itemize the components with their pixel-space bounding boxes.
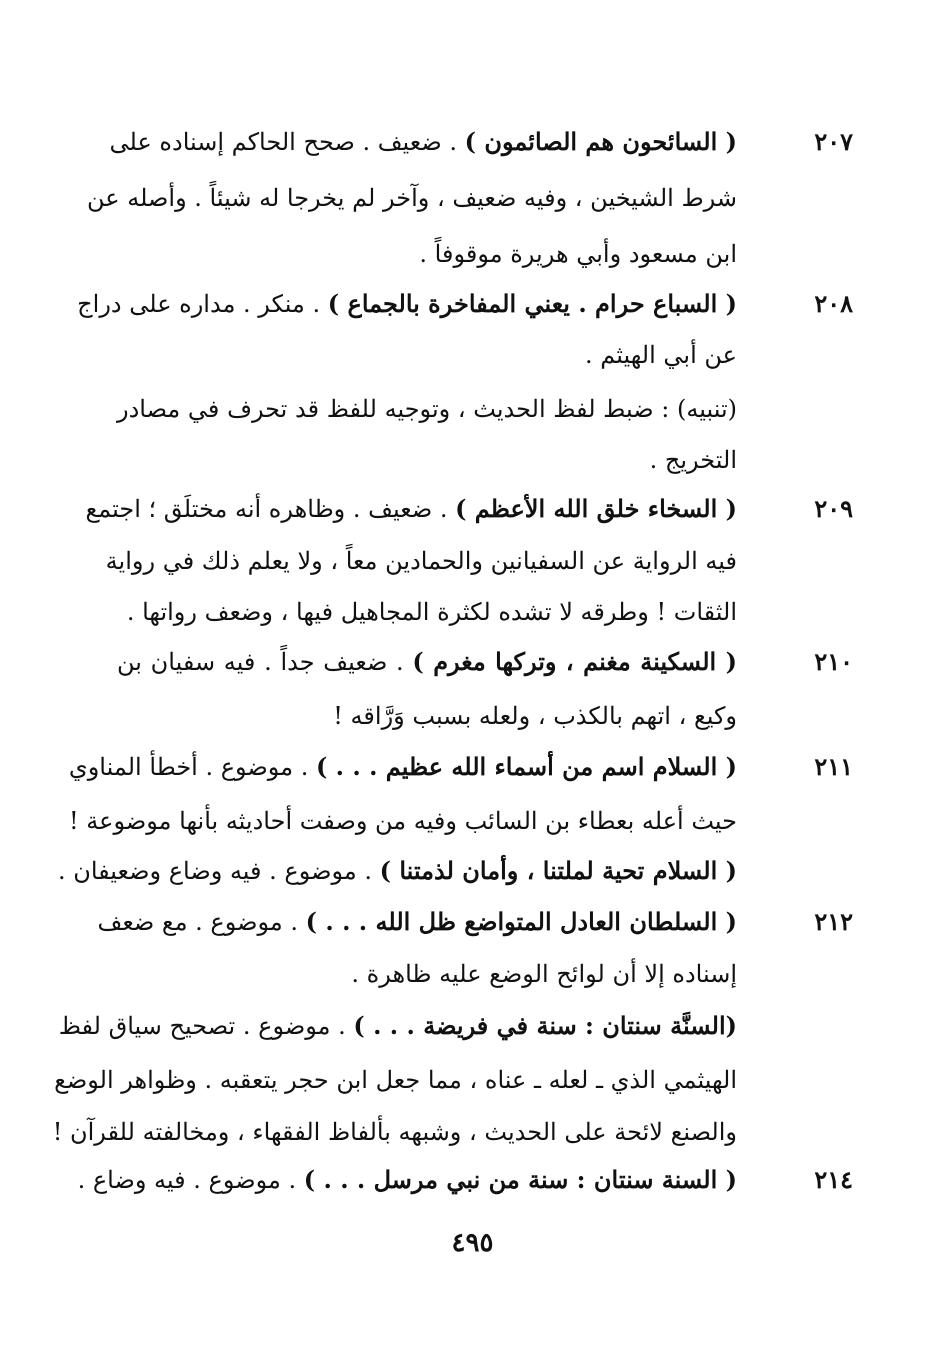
page-number: ٤٩٥	[451, 1228, 494, 1258]
entry-line	[117, 647, 737, 676]
commentary-text: . منكر . مداره على دراج	[77, 290, 328, 318]
note-line	[117, 448, 737, 472]
hadith-text: ( السلام تحية لملتنا ، وأمان لذمتنا )	[379, 856, 737, 885]
entry-line	[97, 907, 737, 936]
entry-line	[77, 1165, 737, 1194]
entry-number: ٢١٤	[814, 1165, 853, 1194]
commentary-text: . ضعيف جداً . فيه سفيان بن	[117, 648, 413, 676]
entry-line	[117, 600, 737, 624]
entry-line	[117, 962, 737, 986]
entry-line	[68, 752, 737, 781]
entry-line	[117, 242, 737, 266]
commentary-text: الثقات ! وطرقه لا تشده لكثرة المجاهيل فيها ، وضعف رواتها .	[126, 598, 737, 626]
note-line	[117, 397, 737, 421]
commentary-text: والصنع لائحة على الحديث ، وشبهه بألفاظ الفقهاء ، ومخالفته للقرآن !	[52, 1118, 737, 1146]
entry-number: ٢٠٧	[814, 127, 853, 156]
hadith-text: ( السخاء خلق الله الأعظم )	[455, 494, 737, 523]
hadith-text: ( السلام اسم من أسماء الله عظيم . . . )	[315, 752, 737, 781]
commentary-text: إسناده إلا أن لوائح الوضع عليه ظاهرة .	[351, 960, 737, 988]
hadith-text: ( السكينة مغنم ، وتركها مغرم )	[412, 647, 737, 676]
entry-number: ٢١١	[814, 752, 853, 781]
commentary-text: . موضوع . مع ضعف	[97, 908, 306, 936]
commentary-text: التخريج .	[649, 446, 737, 474]
entry-number: ٢١٢	[814, 907, 853, 936]
entry-number: ٢٠٨	[814, 289, 853, 318]
entry-line	[54, 1066, 737, 1094]
commentary-text: . موضوع . أخطأ المناوي	[68, 753, 316, 781]
hadith-text: ( السباع حرام . يعني المفاخرة بالجماع )	[327, 289, 737, 318]
commentary-text: . موضوع . فيه وضاع وضعيفان .	[57, 857, 380, 885]
entry-number: ٢١٠	[814, 647, 853, 676]
commentary-text: (تنبيه) : ضبط لفظ الحديث ، وتوجيه للفظ قد تحرف في مصادر	[117, 395, 737, 423]
hadith-text: ( السلطان العادل المتواضع ظل الله . . . )	[305, 907, 737, 936]
entry-line	[77, 289, 737, 318]
entry-line	[109, 127, 737, 156]
entry-line	[105, 547, 737, 575]
commentary-text: . موضوع . فيه وضاع .	[77, 1166, 304, 1194]
commentary-text: . موضوع . تصحيح سياق لفظ	[58, 1012, 354, 1040]
commentary-text: فيه الرواية عن السفيانين والحمادين معاً ، ولا يعلم ذلك في رواية	[105, 547, 737, 575]
entry-line	[86, 184, 737, 212]
commentary-text: ابن مسعود وأبي هريرة موقوفاً .	[419, 240, 737, 268]
entry-line	[69, 807, 737, 835]
entry-line	[58, 1011, 737, 1040]
commentary-text: وكيع ، اتهم بالكذب ، ولعله بسبب وَرَّاقه !	[333, 702, 737, 730]
hadith-text: (السنَّة سنتان : سنة في فريضة . . . )	[353, 1011, 737, 1040]
entry-line	[117, 343, 737, 367]
entry-line	[85, 494, 737, 523]
commentary-text: الهيثمي الذي ـ لعله ـ عناه ، مما جعل ابن حجر يتعقبه . وظواهر الوضع	[54, 1066, 737, 1094]
entry-line	[117, 704, 737, 728]
commentary-text: عن أبي الهيثم .	[585, 341, 737, 369]
commentary-text: . ضعيف . صحح الحاكم إسناده على	[109, 128, 465, 156]
hadith-text: ( السائحون هم الصائمون )	[464, 127, 737, 156]
entry-line	[52, 1118, 737, 1146]
hadith-text: ( السنة سنتان : سنة من نبي مرسل . . . )	[303, 1165, 737, 1194]
commentary-text: شرط الشيخين ، وفيه ضعيف ، وآخر لم يخرجا له شيئاً . وأصله عن	[86, 184, 737, 212]
commentary-text: حيث أعله بعطاء بن السائب وفيه من وصفت أحاديثه بأنها موضوعة !	[69, 807, 737, 835]
entry-line	[57, 856, 737, 885]
commentary-text: . ضعيف . وظاهره أنه مختلَق ؛ اجتمع	[85, 495, 456, 523]
entry-number: ٢٠٩	[814, 494, 853, 523]
